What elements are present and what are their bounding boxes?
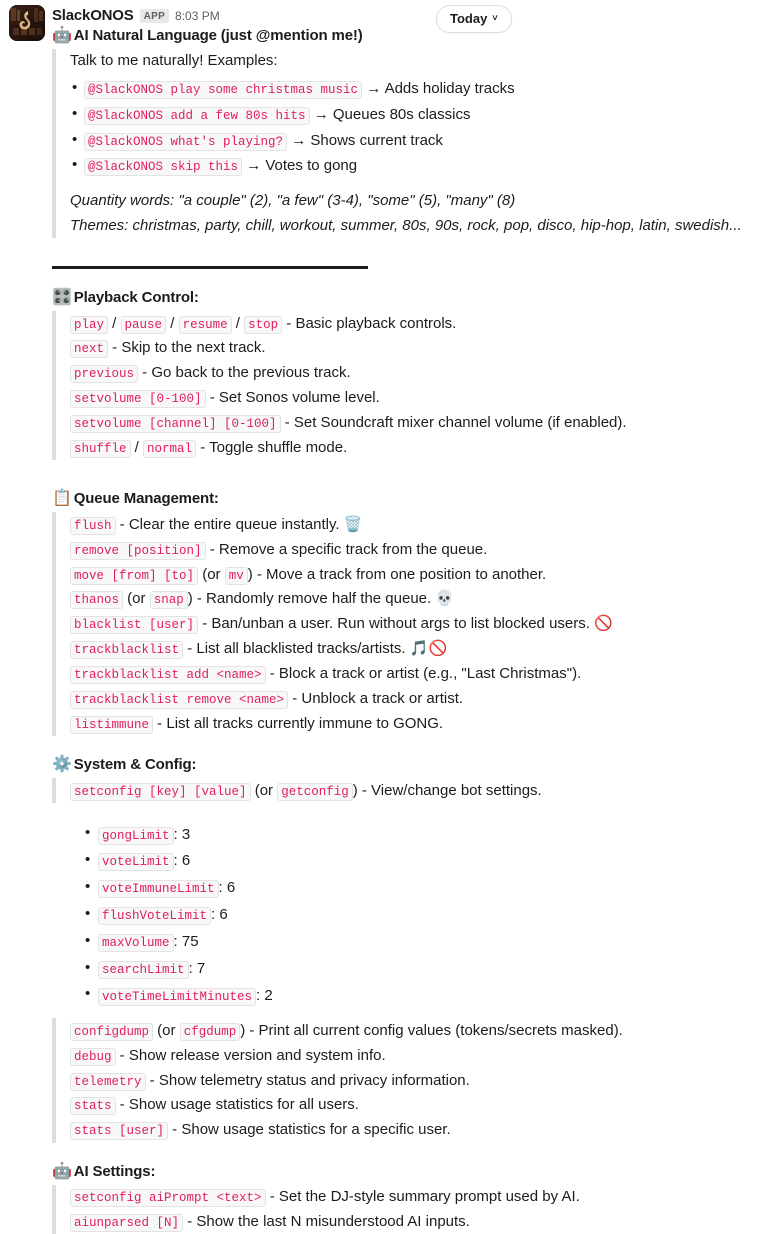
- date-divider-pill[interactable]: [436, 5, 512, 33]
- alt-prefix: (or: [123, 590, 150, 608]
- command-blacklist[interactable]: blacklist [user]: [70, 616, 198, 634]
- list-item: [98, 929, 746, 956]
- command-next[interactable]: next: [70, 340, 108, 358]
- config-key[interactable]: maxVolume: [98, 934, 174, 952]
- command-description: - Go back to the previous track.: [138, 364, 351, 382]
- spacer: [70, 179, 746, 188]
- command-description: - Show usage statistics for all users.: [115, 1096, 359, 1114]
- command-stop[interactable]: stop: [244, 316, 282, 334]
- gear-icon: ⚙️: [52, 756, 72, 774]
- command-description: - Set the DJ-style summary prompt used by AI.: [265, 1188, 580, 1206]
- config-value: : 7: [188, 960, 206, 977]
- message-header: [52, 5, 746, 25]
- command-row: [70, 311, 746, 336]
- queue-management-label: Queue Management:: [73, 490, 219, 508]
- clipboard-icon: 📋: [52, 490, 72, 508]
- ai-natural-language-heading: [52, 25, 746, 47]
- ai-examples-list: [70, 76, 746, 180]
- command-description: - Randomly remove half the queue.: [196, 590, 436, 608]
- list-item: [98, 982, 746, 1009]
- arrow-icon: →: [313, 105, 329, 123]
- prohibited-icon: 🚫: [594, 615, 613, 633]
- command-setconfig-aiprompt[interactable]: setconfig aiPrompt <text>: [70, 1189, 266, 1207]
- config-values-list: [52, 821, 746, 1009]
- command-row: [70, 1210, 746, 1234]
- command-row: [70, 1018, 746, 1043]
- list-item: [98, 902, 746, 929]
- example-description: Queues 80s classics: [332, 105, 471, 123]
- config-key[interactable]: voteImmuneLimit: [98, 880, 219, 898]
- example-description: Adds holiday tracks: [384, 79, 515, 97]
- command-row: [70, 612, 746, 637]
- command-snap-alias[interactable]: snap: [150, 591, 188, 609]
- command-description: - View/change bot settings.: [361, 781, 542, 799]
- command-description: - Set Sonos volume level.: [205, 389, 380, 407]
- list-item: [98, 821, 746, 848]
- command-aiunparsed[interactable]: aiunparsed [N]: [70, 1214, 183, 1232]
- separator: /: [231, 314, 245, 332]
- date-pill-label: Today: [450, 10, 488, 26]
- command-cfgdump-alias[interactable]: cfgdump: [180, 1023, 241, 1041]
- command-description: - Ban/unban a user. Run without args to list blocked users.: [198, 615, 595, 633]
- list-item: [98, 848, 746, 875]
- slackonos-app-avatar[interactable]: [9, 5, 45, 41]
- command-row: [70, 587, 746, 612]
- command-resume[interactable]: resume: [179, 316, 232, 334]
- chevron-down-icon: ˅: [492, 12, 498, 23]
- ai-natural-language-block: [52, 49, 746, 238]
- spacer: [52, 460, 746, 488]
- themes-text: Themes: christmas, party, chill, workout, summer, 80s, 90s, rock, pop, disco, hip-hop, latin, swedish...: [70, 216, 742, 234]
- config-value: : 6: [211, 906, 228, 924]
- playback-control-heading: [52, 287, 746, 309]
- alt-suffix: ): [187, 590, 197, 608]
- example-command[interactable]: @SlackONOS skip this: [84, 158, 242, 176]
- command-row: [70, 711, 746, 736]
- robot-icon: 🤖: [52, 1162, 72, 1180]
- command-row: [70, 336, 746, 361]
- example-command[interactable]: @SlackONOS what's playing?: [84, 133, 287, 151]
- command-row: [70, 1043, 746, 1068]
- list-item: [98, 956, 746, 983]
- list-item: [84, 128, 746, 154]
- alt-prefix: (or: [153, 1021, 180, 1039]
- command-description: - Move a track from one position to another.: [256, 565, 547, 583]
- command-trackblacklist-add[interactable]: trackblacklist add <name>: [70, 666, 266, 684]
- quantity-words-text: Quantity words: "a couple" (2), "a few" (3-4), "some" (5), "many" (8): [70, 191, 516, 209]
- wastebasket-icon: 🗑️: [343, 515, 363, 533]
- separator: /: [166, 314, 179, 332]
- command-setvolume[interactable]: setvolume [0-100]: [70, 390, 206, 408]
- command-row: [70, 512, 746, 537]
- arrow-icon: →: [246, 157, 262, 175]
- config-key[interactable]: voteLimit: [98, 853, 174, 871]
- alt-suffix: ): [247, 565, 257, 583]
- command-flush[interactable]: flush: [70, 517, 116, 535]
- command-description: - Show telemetry status and privacy information.: [145, 1071, 470, 1089]
- command-description: - Show usage statistics for a specific user.: [168, 1121, 451, 1139]
- system-config-label: System & Config:: [73, 756, 197, 774]
- command-description: - Print all current config values (tokens/secrets masked).: [249, 1021, 623, 1039]
- skull-icon: 💀: [435, 590, 455, 608]
- command-mv-alias[interactable]: mv: [225, 567, 248, 585]
- config-value: : 6: [173, 852, 191, 870]
- config-key[interactable]: flushVoteLimit: [98, 907, 211, 925]
- message-sender[interactable]: SlackONOS: [52, 7, 134, 24]
- arrow-icon: →: [366, 79, 382, 97]
- command-play[interactable]: play: [70, 316, 108, 334]
- command-trackblacklist[interactable]: trackblacklist: [70, 641, 183, 659]
- alt-suffix: ): [352, 781, 362, 799]
- message-timestamp[interactable]: 8:03 PM: [175, 9, 220, 23]
- config-value: : 6: [218, 879, 236, 897]
- ai-natural-language-label: AI Natural Language (just @mention me!): [73, 27, 363, 44]
- command-row: [70, 686, 746, 711]
- command-row: [70, 537, 746, 562]
- spacer: [52, 1009, 746, 1018]
- command-description: - Remove a specific track from the queue.: [205, 540, 488, 558]
- list-item: [84, 76, 746, 102]
- command-row: [70, 1118, 746, 1143]
- command-row: [70, 435, 746, 460]
- command-previous[interactable]: previous: [70, 365, 138, 383]
- command-row: [70, 411, 746, 436]
- config-key[interactable]: gongLimit: [98, 827, 174, 845]
- queue-management-block: [52, 512, 746, 736]
- alt-prefix: (or: [250, 781, 278, 799]
- command-stats-user[interactable]: stats [user]: [70, 1122, 168, 1140]
- command-description: - Clear the entire queue instantly.: [115, 515, 344, 533]
- command-description: - Block a track or artist (e.g., "Last Christmas").: [265, 665, 582, 683]
- config-value: : 75: [173, 933, 199, 951]
- command-configdump[interactable]: configdump: [70, 1023, 153, 1041]
- list-item: [98, 875, 746, 902]
- command-row: [70, 562, 746, 587]
- ai-settings-block: [52, 1185, 746, 1234]
- config-key[interactable]: searchLimit: [98, 961, 189, 979]
- robot-icon: 🤖: [52, 26, 72, 44]
- alt-suffix: ): [240, 1021, 250, 1039]
- app-badge: APP: [140, 9, 169, 23]
- system-config-heading: [52, 754, 746, 776]
- command-description: - Unblock a track or artist.: [288, 689, 464, 707]
- command-pause[interactable]: pause: [121, 316, 167, 334]
- spacer: [52, 1143, 746, 1161]
- config-key[interactable]: voteTimeLimitMinutes: [98, 988, 256, 1006]
- command-description: - List all blacklisted tracks/artists.: [183, 640, 410, 658]
- command-description: - List all tracks currently immune to GONG.: [153, 714, 444, 732]
- command-description: - Toggle shuffle mode.: [196, 438, 348, 456]
- command-setconfig[interactable]: setconfig [key] [value]: [70, 783, 251, 801]
- command-description: - Basic playback controls.: [282, 314, 457, 332]
- command-trackblacklist-remove[interactable]: trackblacklist remove <name>: [70, 691, 288, 709]
- command-row: [70, 662, 746, 687]
- command-description: - Set Soundcraft mixer channel volume (if enabled).: [280, 414, 627, 432]
- arrow-icon: →: [291, 131, 307, 149]
- spacer: [52, 803, 746, 821]
- list-item: [84, 153, 746, 179]
- config-value: : 2: [256, 986, 273, 1004]
- separator: /: [108, 314, 121, 332]
- command-setvolume-channel[interactable]: setvolume [channel] [0-100]: [70, 415, 281, 433]
- ai-settings-label: AI Settings:: [73, 1162, 156, 1180]
- separator: /: [130, 438, 144, 456]
- spacer: [52, 736, 746, 754]
- command-row: [70, 361, 746, 386]
- command-remove[interactable]: remove [position]: [70, 542, 206, 560]
- control-knobs-icon: 🎛️: [52, 289, 72, 307]
- command-row: [70, 1185, 746, 1210]
- command-row: [70, 1068, 746, 1093]
- command-listimmune[interactable]: listimmune: [70, 716, 153, 734]
- command-telemetry[interactable]: telemetry: [70, 1073, 146, 1091]
- playback-control-label: Playback Control:: [73, 289, 199, 307]
- command-move[interactable]: move [from] [to]: [70, 567, 198, 585]
- spacer: [52, 238, 746, 266]
- playback-control-block: [52, 311, 746, 460]
- command-row: [70, 637, 746, 662]
- command-description: - Show the last N misunderstood AI inputs.: [183, 1213, 470, 1231]
- config-value: : 3: [173, 825, 191, 843]
- alt-prefix: (or: [198, 565, 225, 583]
- command-shuffle[interactable]: shuffle: [70, 440, 131, 458]
- command-row: [70, 386, 746, 411]
- example-command[interactable]: @SlackONOS add a few 80s hits: [84, 107, 310, 125]
- queue-management-heading: [52, 488, 746, 510]
- command-debug[interactable]: debug: [70, 1048, 116, 1066]
- command-description: - Skip to the next track.: [108, 339, 266, 357]
- example-description: Shows current track: [310, 131, 443, 149]
- example-description: Votes to gong: [265, 157, 358, 175]
- command-row: [70, 778, 746, 803]
- list-item: [84, 102, 746, 128]
- command-getconfig-alias[interactable]: getconfig: [277, 783, 353, 801]
- system-config-block: [52, 778, 746, 803]
- command-description: - Show release version and system info.: [115, 1046, 386, 1064]
- ai-intro-text: Talk to me naturally! Examples:: [70, 52, 278, 70]
- command-row: [70, 1093, 746, 1118]
- example-command[interactable]: @SlackONOS play some christmas music: [84, 81, 362, 99]
- spacer: [52, 269, 746, 287]
- ai-settings-heading: [52, 1161, 746, 1183]
- command-normal[interactable]: normal: [143, 440, 196, 458]
- command-stats[interactable]: stats: [70, 1097, 116, 1115]
- musical-note-prohibited-icon: 🎵🚫: [409, 640, 448, 658]
- system-commands-block: [52, 1018, 746, 1142]
- command-thanos[interactable]: thanos: [70, 591, 123, 609]
